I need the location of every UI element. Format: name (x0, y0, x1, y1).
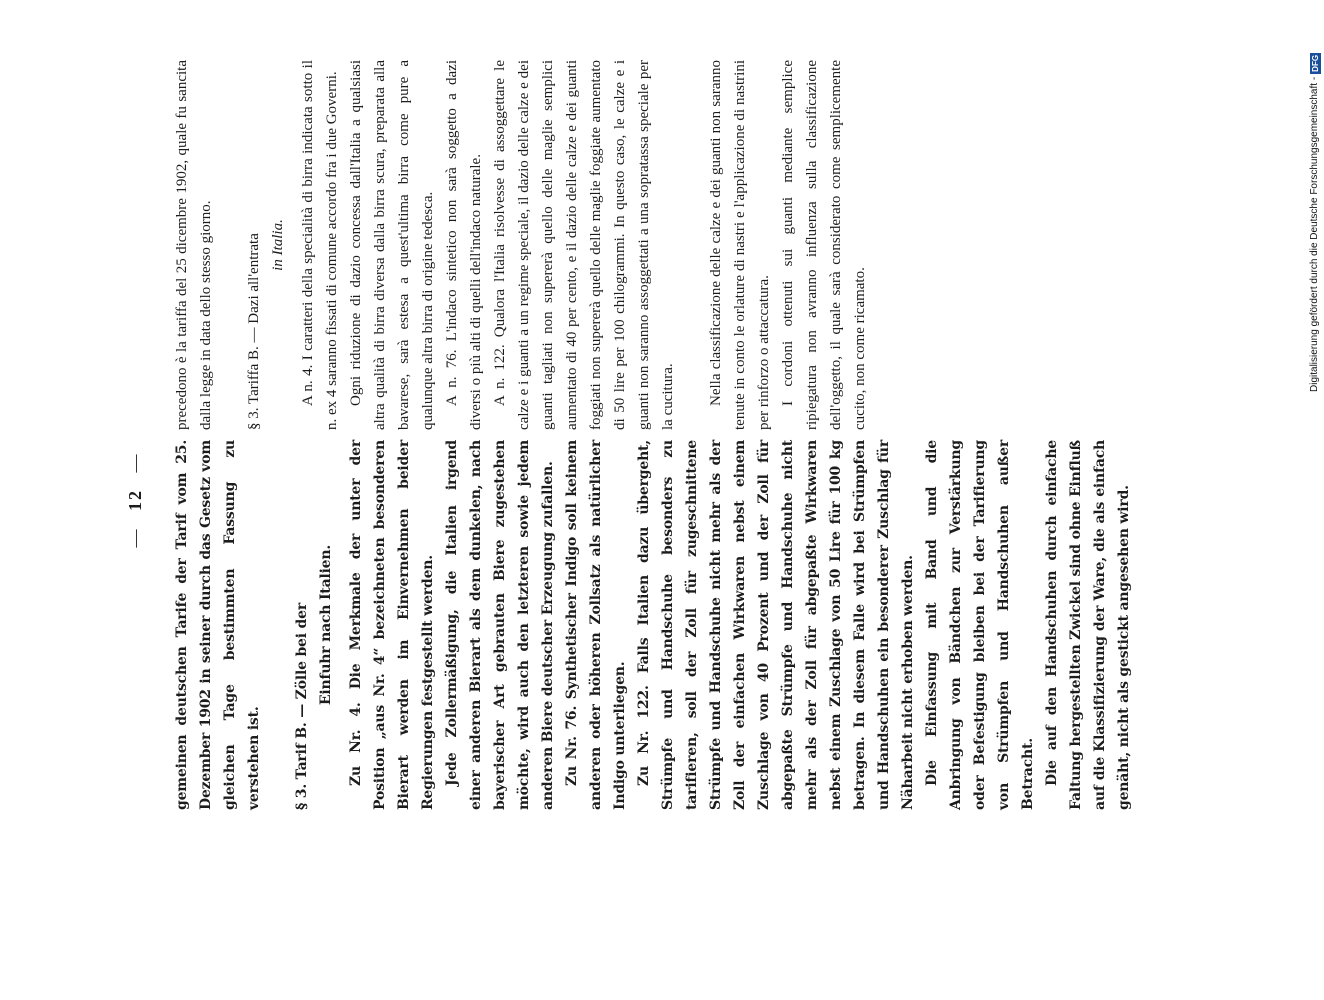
page-dash-left: — (125, 527, 145, 548)
german-section-subheading: Einfuhr nach Italien. (318, 544, 334, 706)
german-paragraph: Zu Nr. 4. Die Merkmale der unter der Position „aus Nr. 4“ bezeichneten besonderen Bierart werden im Einvernehmen beider Regierungen festgestellt werden. (348, 440, 436, 810)
german-paragraph: Die Einfassung mit Band und die Anbringung von Bändchen zur Verstärkung oder Befestigung bleiben bei der Tarifierung von Strümpfen und Handschuhen außer Betracht. (924, 440, 1036, 810)
german-column (170, 440, 1136, 810)
italian-section-heading: § 3. Tariffa B. — Dazi all'entrata (246, 233, 262, 430)
italian-intro: precedono è la tariffa del 25 dicembre 1902, quale fu sancita dalla legge in data dello stesso giorno. (174, 60, 214, 430)
italian-paragraph: A n. 4. I caratteri della specialità di birra indicata sotto il n. ex 4 saranno fissati di comune accordo fra i due Governi. (300, 60, 340, 430)
italian-paragraph: A n. 122. Qualora l'Italia risolvesse di assoggettare le calze e i guanti a un regime speciale, il dazio delle calze e dei guanti tagliati non supererà quello delle maglie semplici aumentato di 40 per cento, e il dazio delle calze e dei guanti foggiati non supererà quello delle maglie foggiate aumentato di 50 lire per 100 chilogrammi. In questo caso, le calze e i guanti non saranno assoggettati a una sopratassa speciale per la cucitura. (492, 60, 676, 430)
italian-paragraph: A n. 76. L'indaco sintetico non sarà soggetto a dazi diversi o più alti di quelli dell'indaco naturale. (444, 60, 484, 430)
italian-paragraph: Nella classificazione delle calze e dei guanti non saranno tenute in conto le orlature di nastri e l'applicazione di nastrini per rinforzo o attaccatura. (708, 60, 772, 430)
italian-section-subheading: in Italia. (270, 219, 286, 271)
german-paragraph: Jede Zollermäßigung, die Italien irgend einer anderen Bierart als dem dunkelen, nach bayerischer Art gebrauten Biere zugestehen möchte, wird auch den letzteren sowie jedem anderen Biere deutscher Erzeugung zufallen. (444, 440, 556, 810)
italian-paragraph: Ogni riduzione di dazio concessa dall'Italia a qualsiasi altra qualità di birra diversa dalla birra scura, preparata alla bavarese, sarà estesa a quest'ultima birra come pure a qualunque altra birra di origine tedesca. (348, 60, 436, 430)
italian-column (170, 60, 872, 430)
german-paragraph: Zu Nr. 76. Synthetischer Indigo soll keinem anderen oder höheren Zollsatz als natürlicher Indigo unterliegen. (564, 440, 628, 810)
digitization-stamp (1308, 8, 1322, 392)
italian-paragraph: I cordoni ottenuti sui guanti mediante semplice ripiegatura non avranno influenza sulla classificazione dell'oggetto, il quale sarà considerato come semplicemente cucito, non come ricamato. (780, 60, 868, 430)
stamp-text: Digitalisierung gefördert durch die Deutsche Forschungsgemeinschaft - (1309, 76, 1320, 392)
german-paragraph: Zu Nr. 122. Falls Italien dazu übergeht, Strümpfe und Handschuhe besonders zu tarifieren, soll der Zoll für zugeschnittene Strümpfe und Handschuhe nicht mehr als der Zoll der einfachen Wirkwaren nebst einem Zuschlage von 40 Prozent und der Zoll für abgepaßte Strümpfe und Handschuhe nicht mehr als der Zoll für abgepaßte Wirkwaren nebst einem Zuschlage von 50 Lire für 100 kg betragen. In diesem Falle wird bei Strümpfen und Handschuhen ein besonderer Zuschlag für Näharbeit nicht erhoben werden. (636, 440, 916, 810)
german-paragraph: Die auf den Handschuhen durch einfache Faltung hergestellten Zwickel sind ohne Einfluß auf die Klassifizierung der Ware, die als einfach genäht, nicht als gestickt angesehen wird. (1044, 440, 1132, 810)
page-number: 12 (125, 489, 145, 511)
page-header (125, 0, 146, 1000)
german-section-heading: § 3. Tarif B. — Zölle bei der (294, 602, 310, 810)
dfg-logo-icon: DFG (1310, 54, 1320, 72)
page-dash-right: — (125, 452, 145, 473)
german-intro: gemeinen deutschen Tarife der Tarif vom 25. Dezember 1902 in seiner durch das Gesetz vom gleichen Tage bestimmten Fassung zu verstehen ist. (174, 440, 262, 810)
